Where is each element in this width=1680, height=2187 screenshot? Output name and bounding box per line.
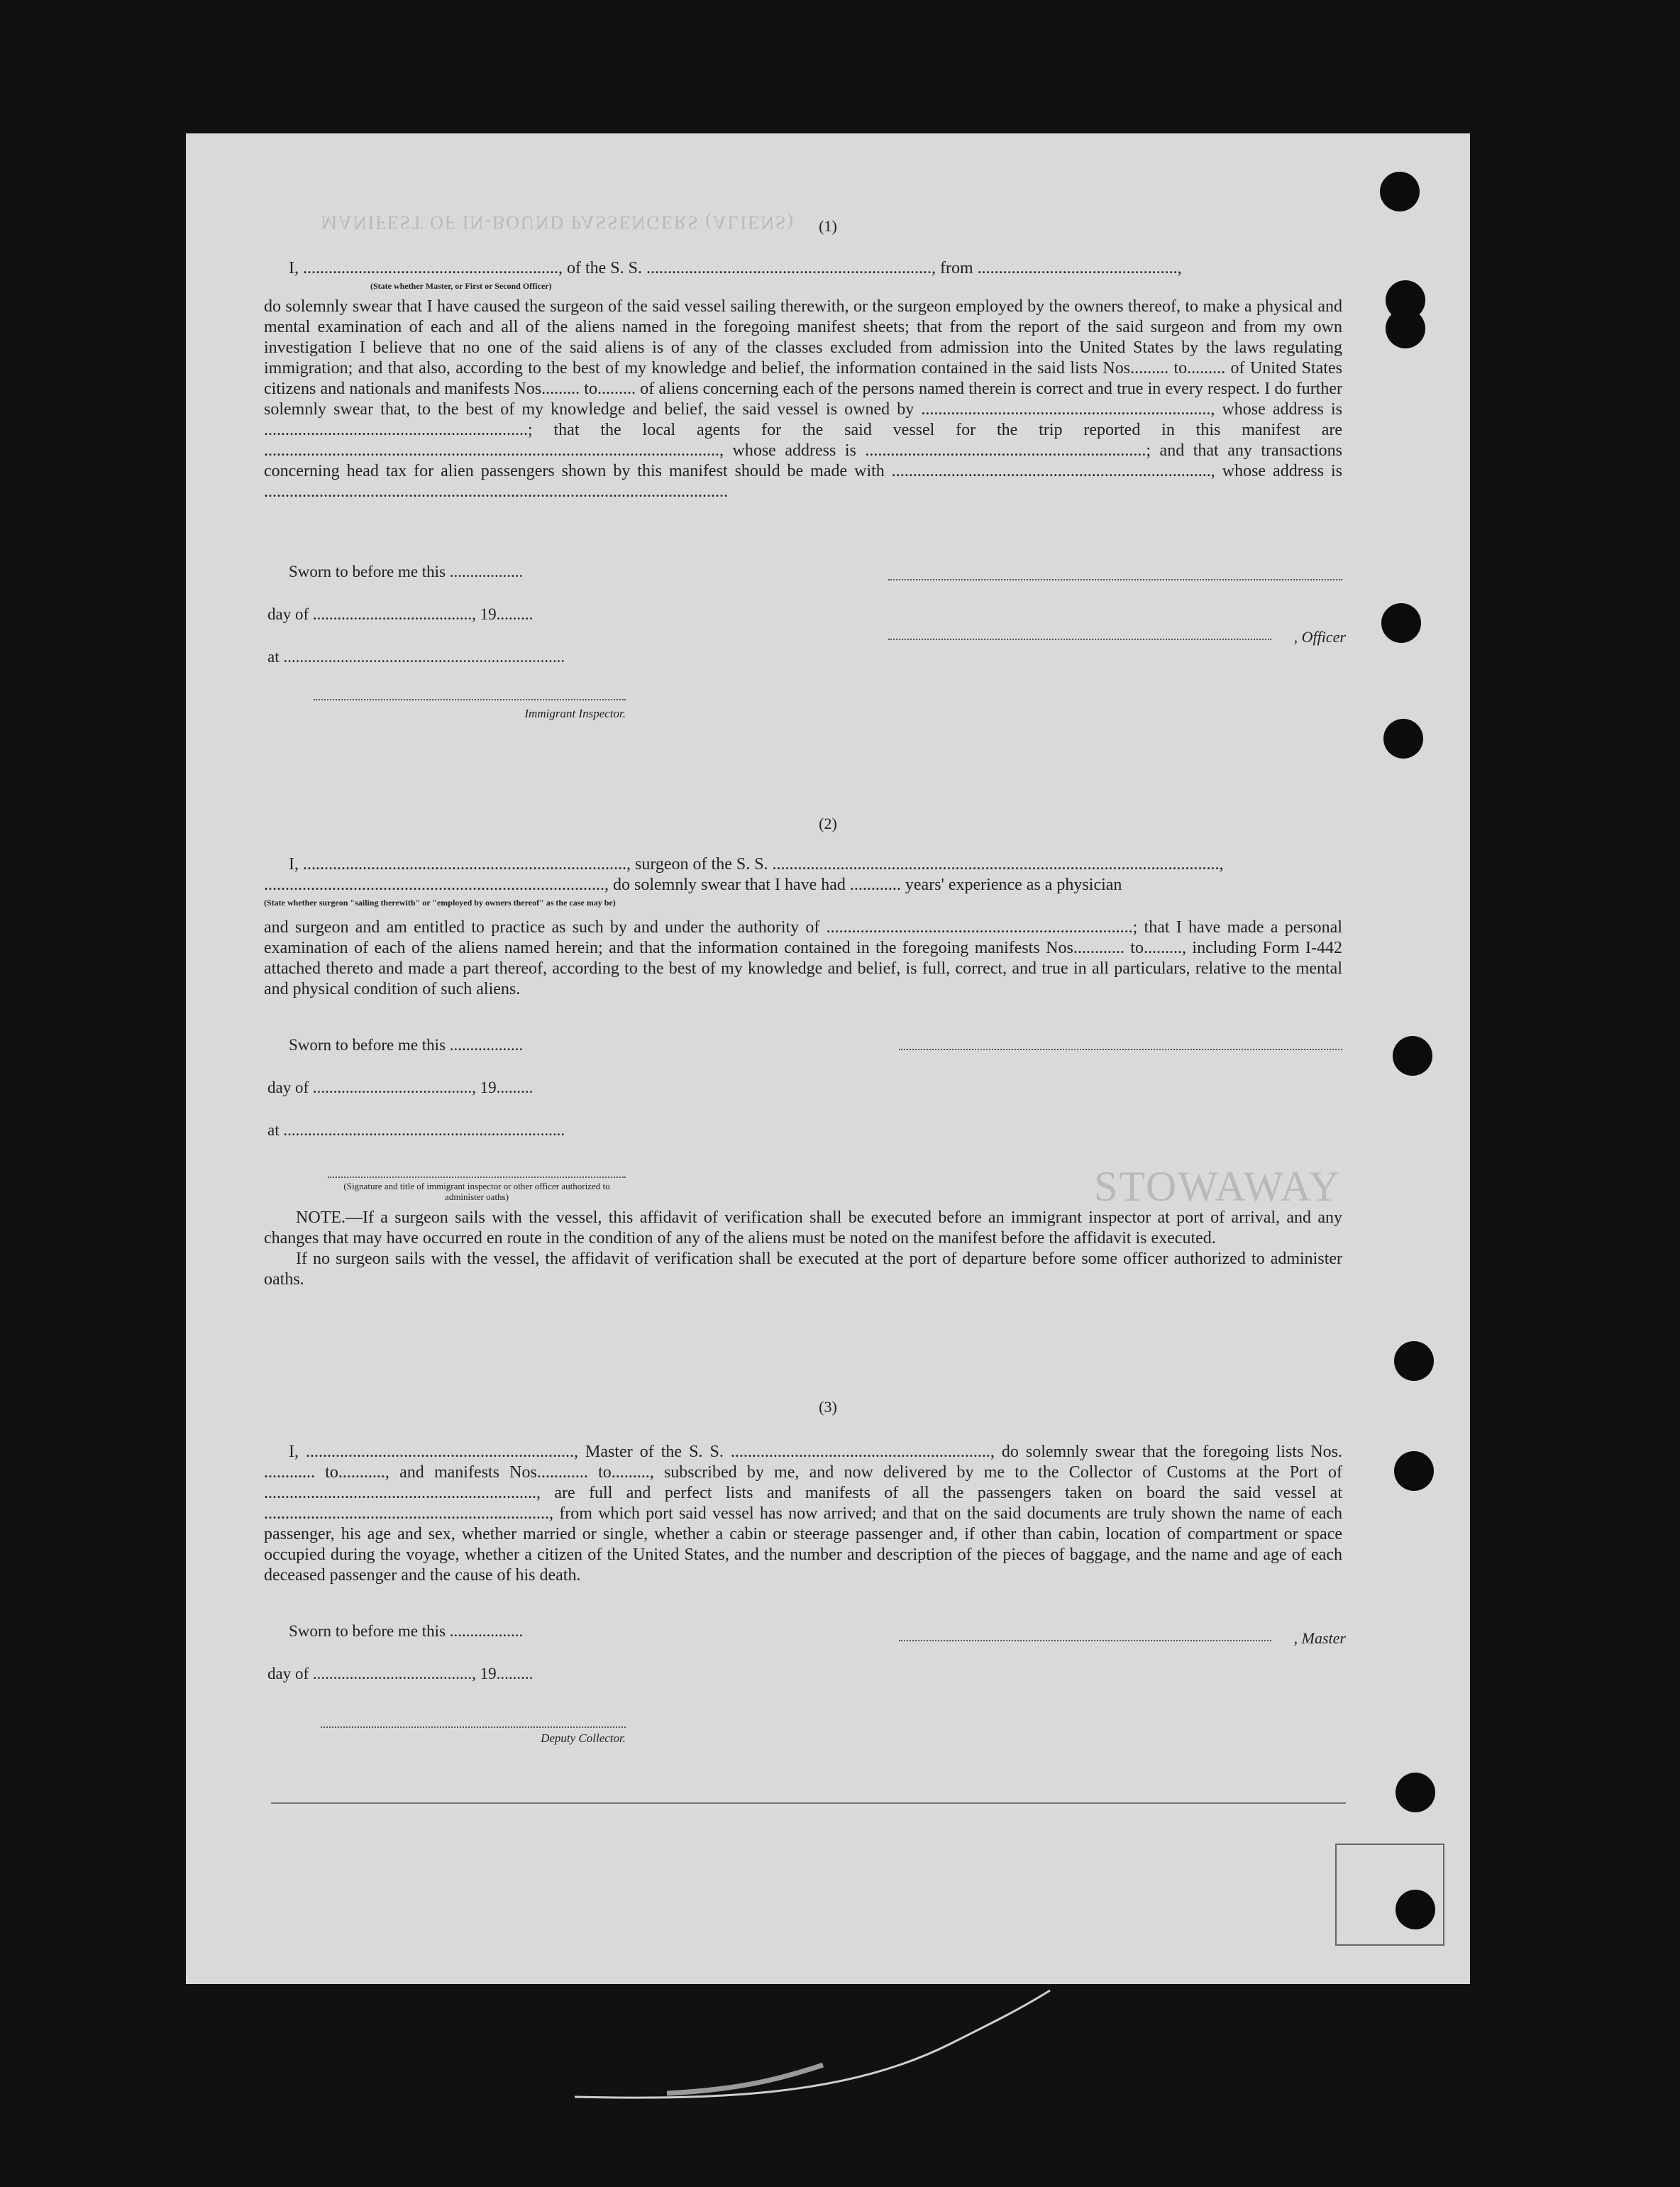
sworn-line: Sworn to before me this .................. <box>289 563 524 580</box>
note-paragraph-1: NOTE.—If a surgeon sails with the vessel, this affidavit of verification shall be executed before an immigrant inspector at port of arrival, and any changes that may have occurred en route in the condition of any of the aliens must be noted on the manifest before the affidavit is executed. <box>264 1208 1342 1247</box>
section-2-oath <box>264 854 1342 1000</box>
note-paragraph-2: If no surgeon sails with the vessel, the affidavit of verification shall be executed at the port of departure before some officer authorized to administer oaths. <box>264 1250 1342 1289</box>
bleed-through-header: MANIFEST OF IN-BOUND PASSENGERS (ALIENS) <box>321 212 795 233</box>
section-3-oath <box>264 1442 1342 1586</box>
section-1-oath <box>264 258 1342 502</box>
at-line: at ..................................................................... <box>267 648 565 666</box>
day-line: day of ......................................., 19......... <box>267 605 534 623</box>
section-2-line-2: ................................................................................, do solemnly swear that I have had ............ years' experience as a physician <box>264 876 1122 894</box>
thread-artifact <box>553 1959 1234 2122</box>
punch-hole <box>1393 1036 1432 1076</box>
section-1-jurat <box>267 563 565 690</box>
punch-hole <box>1396 1773 1435 1812</box>
deputy-collector-line <box>321 1726 626 1728</box>
section-2-sub-caption: (State whether surgeon "sailing therewith" or "employed by owners thereof" as the case may be) <box>264 898 616 908</box>
officer-caption: , Officer <box>1293 628 1346 646</box>
sworn-line: Sworn to before me this .................. <box>289 1622 524 1640</box>
punch-hole <box>1394 1451 1434 1491</box>
inspector-signature-line <box>314 699 626 700</box>
section-3-body: I, ..............................................................., Master of the S. S. ............................................................., do solemnly swear that the foregoing lists Nos. ............ to..........., and manifests Nos............ to........., subscribed by me, and now delivered by me to the Collector of Customs at the Port of ................................................................, are full and perfect lists and manifests of all the passengers taken on board the said vessel at ..................................................................., from which port said vessel has now arrived; and that on the said documents are truly shown the name of each passenger, his age and sex, whether married or single, whether a cabin or steerage passenger and, if other than cabin, location of compartment or space occupied during the voyage, whether a citizen of the United States, and the number and description of the pieces of baggage, and the name and age of each deceased passenger and the cause of his death. <box>264 1443 1342 1585</box>
section-2-number: (2) <box>819 815 837 832</box>
bleed-through-stamp: STOWAWAY <box>1094 1163 1341 1210</box>
section-1-number: (1) <box>819 217 837 235</box>
punch-hole <box>1381 603 1421 643</box>
section-2-body: and surgeon and am entitled to practice as such by and under the authority of ........................................................................; that I have made a personal examination of each of the aliens named herein; and that the information contained in the foregoing manifests Nos............ to........., including Form I-442 attached thereto and made a part thereof, according to the best of my knowledge and belief, is full, correct, and true in all particulars, relative to the mental and physical condition of such aliens. <box>264 918 1342 998</box>
punch-hole <box>1380 172 1420 211</box>
inspector-caption: Immigrant Inspector. <box>524 707 626 720</box>
sworn-line: Sworn to before me this .................. <box>289 1036 524 1054</box>
officer-signature-line <box>899 1049 1342 1050</box>
deputy-collector-caption: Deputy Collector. <box>541 1731 626 1745</box>
day-line: day of ......................................., 19......... <box>267 1665 534 1682</box>
punch-hole <box>1396 1890 1435 1929</box>
master-signature-line <box>899 1640 1271 1641</box>
section-2-jurat <box>267 1036 565 1164</box>
punch-hole <box>1383 719 1423 759</box>
section-2-line-1: I, ............................................................................, surgeon of the S. S. ........................................................................................................., <box>289 855 1224 874</box>
section-1-body: do solemnly swear that I have caused the surgeon of the said vessel sailing therewith, or the surgeon employed by the owners thereof, to make a physical and mental examination of each and all of the aliens named in the foregoing manifest sheets; that from the report of the said surgeon and from my own investigation I believe that no one of the said aliens is of any of the classes excluded from admission into the United States by the laws regulating immigration; and that also, according to the best of my knowledge and belief, the information contained in the said lists Nos......... to......... of United States citizens and nationals and manifests Nos......... to......... of aliens concerning each of the persons named therein is correct and true in every respect. I do further solemnly swear that, to the best of my knowledge and belief, the said vessel is owned by ...................................................................., whose address is ..............................................................; that the local agents for the said vessel for the trip reported in this manifest are ..........................................................................................................., whose address is ..................................................................; and that any transactions concerning head tax for alien passengers shown by this manifest should be made with ..........................................................................., whose address is ............................................................................................................. <box>264 297 1342 501</box>
section-3-number: (3) <box>819 1398 837 1416</box>
administering-officer-line <box>328 1177 626 1178</box>
punch-hole <box>1386 309 1425 348</box>
master-caption: , Master <box>1293 1629 1346 1647</box>
day-line: day of ......................................., 19......... <box>267 1079 534 1096</box>
punch-hole <box>1394 1341 1434 1381</box>
bottom-rule <box>271 1802 1346 1804</box>
administering-officer-caption: (Signature and title of immigrant inspector or other officer authorized to administer oaths) <box>343 1181 610 1202</box>
section-1-sub-caption: (State whether Master, or First or Second Officer) <box>370 281 552 291</box>
at-line: at ..................................................................... <box>267 1121 565 1139</box>
document-page <box>186 133 1470 1984</box>
officer-signature-line <box>888 639 1271 640</box>
section-3-jurat <box>267 1622 533 1707</box>
officer-signature-line-top <box>888 579 1342 580</box>
section-1-line: I, ............................................................, of the S. S. ..................................................................., from ..............................................., <box>289 259 1182 277</box>
note-block <box>264 1208 1342 1290</box>
